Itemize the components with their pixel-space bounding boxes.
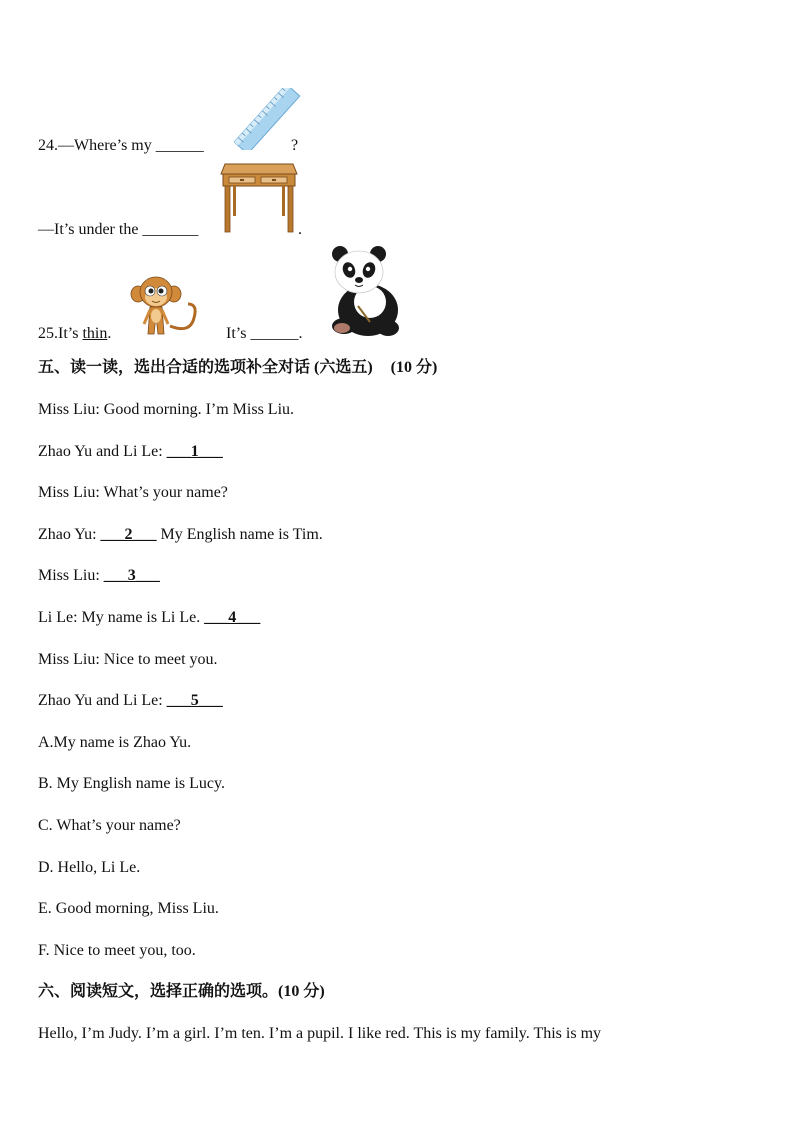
dialogue-line: [38, 566, 160, 586]
dialogue-speaker: Miss Liu:: [38, 567, 100, 584]
dialogue-line: [38, 525, 323, 545]
option-b[interactable]: B. My English name is Lucy.: [38, 775, 225, 792]
dialogue-text: Nice to meet you.: [99, 651, 218, 668]
q25-period: .: [107, 325, 112, 342]
option-a[interactable]: A.My name is Zhao Yu.: [38, 734, 192, 751]
section-5-heading: [38, 358, 437, 378]
dialogue-speaker: Miss Liu:: [38, 401, 100, 418]
q24-answer-period: .: [298, 221, 302, 238]
answer-blank-3[interactable]: ___3___: [103, 567, 160, 584]
dialogue-speaker: Miss Liu:: [38, 484, 100, 501]
q24-answer-prefix: —It’s under the: [38, 221, 143, 238]
dialogue-after: My English name is Tim.: [156, 526, 323, 543]
q24-blank-2[interactable]: _______: [142, 221, 199, 238]
answer-blank-4[interactable]: ___4___: [204, 609, 261, 626]
monkey-image: [130, 274, 204, 338]
dialogue-speaker: Zhao Yu and Li Le:: [38, 692, 163, 709]
q25-answer-period: .: [298, 325, 303, 342]
panda-image: [328, 244, 402, 338]
q24-prefix: 24.—Where’s my: [38, 137, 156, 154]
desk-image: [219, 162, 299, 234]
dialogue-text: What’s your name?: [99, 484, 228, 501]
answer-blank-5[interactable]: ___5___: [166, 692, 223, 709]
option-d[interactable]: D. Hello, Li Le.: [38, 859, 141, 876]
dialogue-line: [38, 483, 228, 503]
dialogue-speaker: Zhao Yu and Li Le:: [38, 443, 163, 460]
q24-question: [38, 136, 204, 156]
q24-question-mark: ?: [291, 137, 299, 154]
section-5-points: (10 分): [390, 359, 438, 376]
dialogue-speaker: Zhao Yu:: [38, 526, 97, 543]
dialogue-line: [38, 608, 260, 628]
q25-answer-line: [226, 324, 302, 344]
dialogue-line: [38, 691, 223, 711]
q24-blank-1[interactable]: ______: [155, 137, 204, 154]
dialogue-text: My name is Li Le.: [77, 609, 205, 626]
dialogue-speaker: Miss Liu:: [38, 651, 100, 668]
section-6-heading: 六、阅读短文，选择正确的选项。(10 分): [38, 983, 325, 1000]
dialogue-text: Good morning. I’m Miss Liu.: [99, 401, 295, 418]
reading-passage: Hello, I’m Judy. I’m a girl. I’m ten. I’m a pupil. I like red. This is my family. This is my: [38, 1025, 602, 1042]
dialogue-line: [38, 650, 218, 670]
q25-question: [38, 324, 111, 344]
option-f[interactable]: F. Nice to meet you, too.: [38, 942, 196, 959]
q25-blank[interactable]: ______: [250, 325, 299, 342]
ruler-image: [232, 88, 302, 150]
answer-blank-1[interactable]: ___1___: [166, 443, 223, 460]
q25-answer-prefix: It’s: [226, 325, 251, 342]
option-e[interactable]: E. Good morning, Miss Liu.: [38, 900, 219, 917]
dialogue-speaker: Li Le:: [38, 609, 78, 626]
section-5-title: 五、读一读，选出合适的选项补全对话 (六选五): [38, 359, 373, 376]
q25-prefix: 25.It’s: [38, 325, 83, 342]
option-c[interactable]: C. What’s your name?: [38, 817, 181, 834]
q24-answer-line: [38, 220, 198, 240]
dialogue-line: [38, 442, 223, 462]
q25-word-thin: thin: [82, 325, 108, 342]
answer-blank-2[interactable]: ___2___: [100, 526, 157, 543]
dialogue-line: [38, 400, 294, 420]
